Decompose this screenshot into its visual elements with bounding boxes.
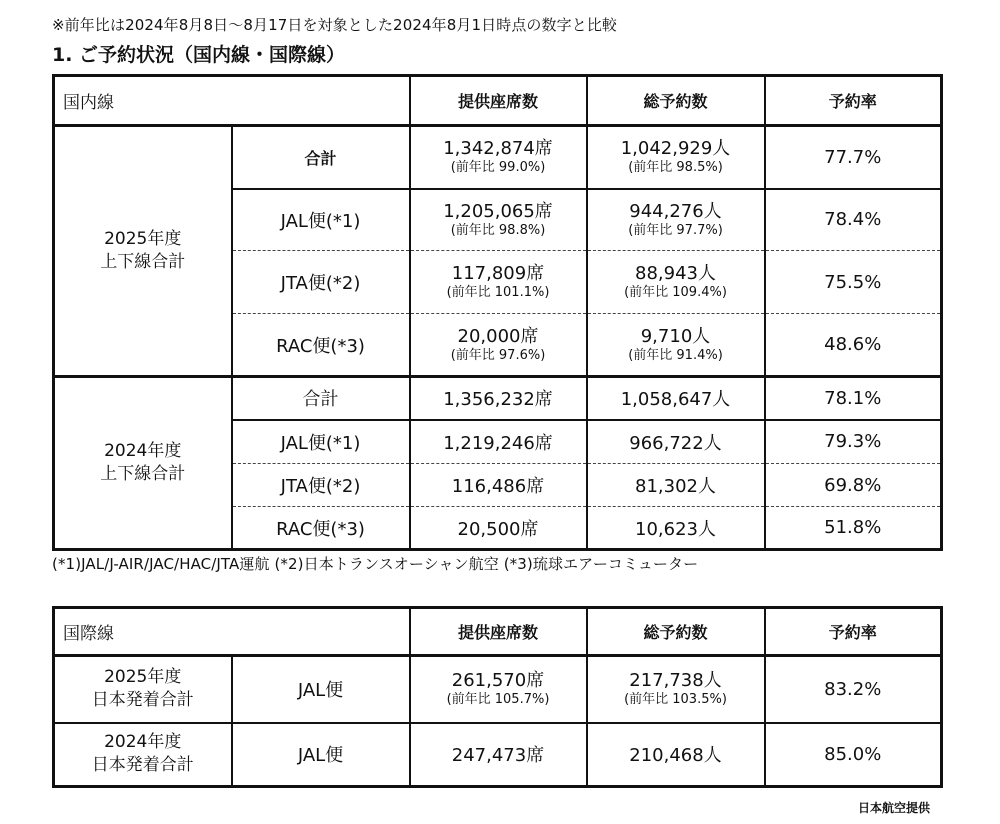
reservations-cell: 217,738人 (前年比 103.5%): [587, 656, 765, 723]
seats-cell: 1,342,874席 (前年比 99.0%): [410, 126, 587, 189]
table-row: [54, 656, 942, 723]
row-label: JAL便(*1): [232, 420, 410, 464]
period-label-2025: 2025年度 上下線合計: [100, 229, 186, 272]
header-seats: 提供座席数: [410, 76, 587, 126]
international-header-row: [54, 608, 942, 656]
seats-cell: 247,473席: [410, 723, 587, 787]
period-label-2024: 2024年度 上下線合計: [100, 441, 186, 484]
row-label: 合計: [232, 377, 410, 420]
row-label: JTA便(*2): [232, 464, 410, 507]
reservations-cell: 1,042,929人 (前年比 98.5%): [587, 126, 765, 189]
reservations-cell: 9,710人 (前年比 91.4%): [587, 314, 765, 377]
seats-cell: 20,500席: [410, 507, 587, 550]
rate-cell: 79.3%: [765, 420, 942, 464]
rate-cell: 51.8%: [765, 507, 942, 550]
header-seats: 提供座席数: [410, 608, 587, 656]
row-label: 合計: [232, 126, 410, 189]
international-table: [52, 606, 943, 788]
domestic-title: 国内線: [63, 93, 114, 113]
reservations-cell: 10,623人: [587, 507, 765, 550]
table-row: [54, 126, 942, 189]
rate-cell: 77.7%: [765, 126, 942, 189]
seats-cell: 261,570席 (前年比 105.7%): [410, 656, 587, 723]
period-label-2025: 2025年度 日本発着合計: [91, 667, 194, 711]
table-row: [54, 723, 942, 787]
rate-cell: 78.4%: [765, 189, 942, 251]
comparison-note: ※前年比は2024年8月8日～8月17日を対象とした2024年8月1日時点の数字と比較: [52, 16, 618, 34]
rate-cell: 75.5%: [765, 251, 942, 314]
row-label: RAC便(*3): [232, 507, 410, 550]
header-rate: 予約率: [765, 608, 942, 656]
seats-cell: 1,219,246席: [410, 420, 587, 464]
header-reservations: 総予約数: [587, 608, 765, 656]
rate-cell: 85.0%: [765, 723, 942, 787]
reservations-cell: 210,468人: [587, 723, 765, 787]
section-heading: 1. ご予約状況（国内線・国際線）: [52, 44, 346, 66]
header-reservations: 総予約数: [587, 76, 765, 126]
seats-cell: 117,809席 (前年比 101.1%): [410, 251, 587, 314]
international-title: 国際線: [63, 624, 114, 644]
header-rate: 予約率: [765, 76, 942, 126]
source-credit: 日本航空提供: [858, 801, 931, 815]
rate-cell: 78.1%: [765, 377, 942, 420]
table-row: [54, 377, 942, 420]
footnote: (*1)JAL/J-AIR/JAC/HAC/JTA運航 (*2)日本トランスオーシャン航空 (*3)琉球エアーコミューター: [52, 555, 699, 573]
reservations-cell: 1,058,647人: [587, 377, 765, 420]
row-label: JAL便: [232, 723, 410, 787]
rate-cell: 69.8%: [765, 464, 942, 507]
row-label: JAL便: [232, 656, 410, 723]
rate-cell: 83.2%: [765, 656, 942, 723]
row-label: RAC便(*3): [232, 314, 410, 377]
reservations-cell: 88,943人 (前年比 109.4%): [587, 251, 765, 314]
row-label: JAL便(*1): [232, 189, 410, 251]
seats-cell: 1,356,232席: [410, 377, 587, 420]
reservations-cell: 966,722人: [587, 420, 765, 464]
seats-cell: 116,486席: [410, 464, 587, 507]
seats-cell: 20,000席 (前年比 97.6%): [410, 314, 587, 377]
domestic-table: [52, 74, 943, 551]
reservations-cell: 944,276人 (前年比 97.7%): [587, 189, 765, 251]
period-label-2024: 2024年度 日本発着合計: [91, 732, 194, 776]
domestic-header-row: [54, 76, 942, 126]
reservations-cell: 81,302人: [587, 464, 765, 507]
rate-cell: 48.6%: [765, 314, 942, 377]
row-label: JTA便(*2): [232, 251, 410, 314]
seats-cell: 1,205,065席 (前年比 98.8%): [410, 189, 587, 251]
